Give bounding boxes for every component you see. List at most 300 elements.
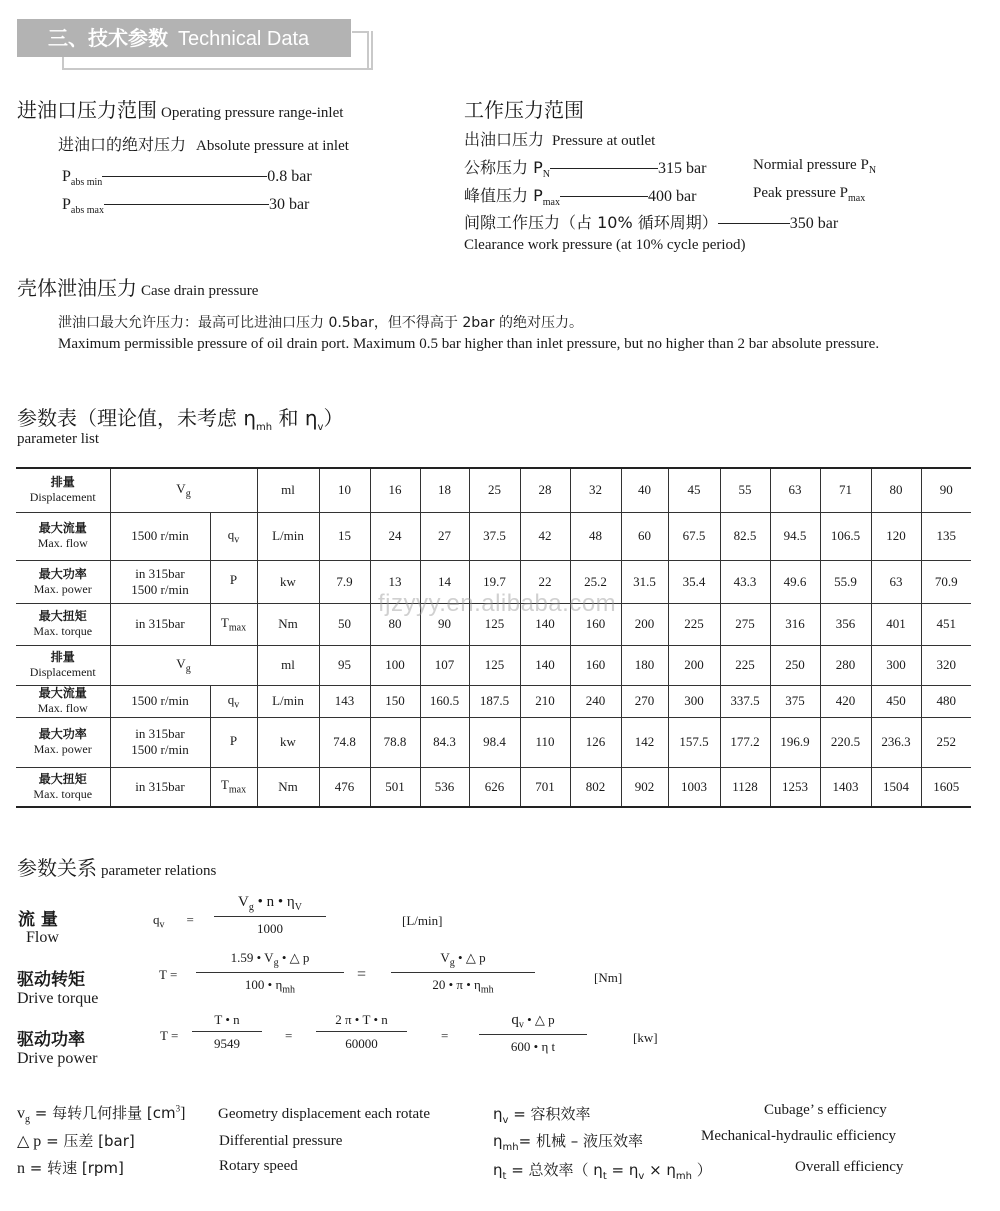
peak-en-sub: max: [847, 193, 866, 204]
value-cell: 1504: [871, 767, 921, 807]
value-cell: 106.5: [820, 512, 871, 560]
legend-eta-mh: [493, 1130, 643, 1153]
value-cell: 420: [820, 685, 871, 717]
clearance-pressure-row: [464, 210, 838, 233]
unit-cell: kw: [257, 560, 319, 603]
value-cell: 626: [469, 767, 520, 807]
num: V: [440, 950, 450, 965]
num-sub: v: [518, 1019, 524, 1031]
value-cell: 177.2: [720, 717, 770, 767]
flow-denominator: 1000: [257, 921, 283, 936]
value-cell: 337.5: [720, 685, 770, 717]
nominal-en: [753, 157, 876, 176]
value-cell: 110: [520, 717, 570, 767]
eta-symbol: η: [243, 406, 257, 430]
case-drain-desc-en: Maximum permissible pressure of oil drain port. Maximum 0.5 bar higher than inlet pressure, but no higher than 2 bar absolute pressure.: [58, 336, 880, 352]
flow-lhs: [153, 912, 194, 931]
den: 600 • η t: [510, 1038, 556, 1054]
case-drain-desc-cn: 泄油口最大允许压力：最高可比进油口压力 0.5bar，但不得高于 2bar 的绝对压力。: [58, 315, 583, 331]
legend-n: [17, 1157, 124, 1178]
value-cell: 375: [770, 685, 820, 717]
value-cell: 140: [520, 603, 570, 645]
value-cell: 90: [420, 603, 469, 645]
num-sub: g: [248, 902, 254, 913]
peak-sub: max: [542, 197, 560, 209]
row-label-cn: 最大流量: [38, 686, 87, 700]
sym: △ p: [17, 1133, 42, 1150]
row-label-cn: 最大扭矩: [38, 771, 87, 786]
value-cell: 90: [921, 468, 971, 512]
num-rest: • n • η: [253, 894, 295, 910]
torque-label-en: Drive torque: [17, 990, 99, 1007]
equals-sign: =: [441, 1028, 449, 1043]
condition-text: 1500 r/min: [131, 528, 189, 543]
nominal-cn: 公称压力 P: [464, 158, 543, 177]
def: = 机械 – 液压效率: [518, 1132, 643, 1150]
inlet-sub-cn: 进油口的绝对压力: [58, 135, 187, 154]
nominal-value: 315 bar: [657, 160, 707, 177]
value-cell: 476: [319, 767, 370, 807]
power-fraction-2: [316, 1012, 407, 1052]
absolute-pressure-subheading: [58, 132, 349, 155]
power-unit: [kw]: [633, 1030, 658, 1045]
value-cell: 125: [469, 603, 520, 645]
def: × η: [644, 1161, 676, 1179]
power-fraction-1: [192, 1012, 262, 1052]
leader-line: [102, 176, 267, 177]
param-title-cn: 参数表（理论值，未考虑: [17, 406, 237, 430]
vg-symbol: V: [176, 655, 186, 671]
power-fraction-3: [479, 1012, 587, 1055]
equals-sign: =: [186, 912, 194, 927]
value-cell: 802: [570, 767, 621, 807]
banner-decoration-corner: [352, 31, 369, 70]
value-cell: 240: [570, 685, 621, 717]
value-cell: 401: [871, 603, 921, 645]
value-cell: 140: [520, 645, 570, 685]
symbol: T: [220, 614, 229, 630]
condition-text: 1500 r/min: [131, 693, 189, 708]
value-cell: 902: [621, 767, 668, 807]
value-cell: 100: [370, 645, 420, 685]
eta-symbol: η: [304, 406, 318, 430]
value-cell: 13: [370, 560, 420, 603]
banner-title-cn: 三、技术参数: [48, 26, 168, 50]
peak-pressure-row: [464, 183, 964, 208]
num-sym: V: [238, 894, 249, 910]
row-label-cn: 最大功率: [38, 727, 87, 741]
symbol-cell: [110, 645, 257, 685]
pabs-symbol: P: [62, 168, 71, 185]
value-cell: 70.9: [921, 560, 971, 603]
num-rest: • △ p: [523, 1012, 555, 1027]
value-cell: 55: [720, 468, 770, 512]
value-cell: 157.5: [668, 717, 720, 767]
symbol-cell: [210, 685, 257, 717]
parameter-list-heading: [17, 402, 343, 433]
value-cell: 10: [319, 468, 370, 512]
den: 20 • π • η: [432, 976, 481, 992]
case-drain-heading: [17, 272, 258, 301]
value-cell: 316: [770, 603, 820, 645]
value-cell: 67.5: [668, 512, 720, 560]
row-label: [16, 560, 110, 603]
symbol-cell: [210, 717, 257, 767]
working-pressure-heading: 工作压力范围: [464, 98, 584, 122]
value-cell: 160.5: [420, 685, 469, 717]
table-row: [16, 767, 971, 807]
symbol-cell: [210, 560, 257, 603]
row-label-en: Max. flow: [37, 701, 88, 715]
value-cell: 225: [668, 603, 720, 645]
case-drain-en: Case drain pressure: [141, 283, 259, 299]
legend-vg: [17, 1102, 185, 1125]
value-cell: 450: [871, 685, 921, 717]
condition-cell: [110, 685, 210, 717]
value-cell: 78.8: [370, 717, 420, 767]
condition-text-2: 1500 r/min: [131, 581, 189, 597]
unit-cell: ml: [257, 645, 319, 685]
sym: η: [493, 1105, 503, 1123]
value-cell: 187.5: [469, 685, 520, 717]
equals-sign: =: [357, 966, 367, 983]
value-cell: 160: [570, 603, 621, 645]
flow-lhs-sym: q: [153, 912, 160, 927]
symbol-cell: [210, 512, 257, 560]
eta-sub: mh: [256, 422, 273, 433]
value-cell: 42: [520, 512, 570, 560]
outlet-pressure-row: [464, 127, 655, 150]
condition-text: in 315bar: [135, 778, 185, 794]
outlet-en: Pressure at outlet: [552, 133, 656, 149]
flow-label-en: Flow: [26, 929, 59, 946]
relations-title-cn: 参数关系: [17, 856, 97, 880]
def: = 总效率（ η: [506, 1161, 603, 1179]
flow-label-cn: 流 量: [18, 910, 58, 930]
sub: t: [502, 1171, 507, 1182]
sup: 3: [175, 1103, 181, 1114]
legend-dp: [17, 1130, 135, 1151]
value-cell: 74.8: [319, 717, 370, 767]
symbol: q: [227, 691, 235, 707]
inlet-sub-en: Absolute pressure at inlet: [196, 138, 349, 154]
value-cell: 120: [871, 512, 921, 560]
row-label: [16, 717, 110, 767]
unit-cell: ml: [257, 468, 319, 512]
condition-cell: [110, 512, 210, 560]
def: ）: [692, 1161, 712, 1179]
table-row: [16, 512, 971, 560]
symbol-sub: v: [234, 699, 240, 711]
row-label-cn: 最大流量: [38, 521, 87, 535]
value-cell: 210: [520, 685, 570, 717]
nominal-en-sub: N: [868, 165, 877, 176]
flow-unit: [L/min]: [402, 913, 443, 928]
torque-fraction-2: [391, 950, 535, 995]
value-cell: 1253: [770, 767, 820, 807]
value-cell: 60: [621, 512, 668, 560]
value-cell: 95: [319, 645, 370, 685]
sub: mh: [502, 1142, 519, 1153]
condition-cell: [110, 717, 210, 767]
value-cell: 18: [420, 468, 469, 512]
condition-text-2: 1500 r/min: [131, 742, 189, 757]
value-cell: 48: [570, 512, 621, 560]
torque-unit: [Nm]: [594, 970, 623, 985]
value-cell: 14: [420, 560, 469, 603]
row-label-en: Max. power: [33, 742, 92, 756]
watermark: fjzyyy.en.alibaba.com: [378, 590, 617, 617]
clearance-en: Clearance work pressure (at 10% cycle period): [464, 237, 746, 253]
value-cell: 80: [871, 468, 921, 512]
peak-value: 400 bar: [647, 188, 697, 205]
value-cell: 80: [370, 603, 420, 645]
inlet-title-en: Operating pressure range-inlet: [161, 105, 344, 121]
equals-sign: =: [285, 1028, 293, 1043]
clearance-cn: 间隙工作压力（占 10% 循环周期）: [464, 213, 718, 232]
num-rest: • △ p: [278, 950, 310, 965]
pabs-sub: abs min: [70, 177, 103, 189]
power-lhs: T =: [160, 1028, 179, 1043]
sym: η: [493, 1161, 503, 1179]
close-paren: ）: [323, 406, 344, 430]
unit-cell: L/min: [257, 685, 319, 717]
condition-text: in 315bar: [135, 726, 185, 741]
value-cell: 45: [668, 468, 720, 512]
value-cell: 536: [420, 767, 469, 807]
num-rest-sub: V: [294, 902, 302, 913]
value-cell: 15: [319, 512, 370, 560]
condition-cell: [110, 603, 210, 645]
row-label: [16, 468, 110, 512]
symbol-sub: max: [228, 622, 247, 634]
value-cell: 451: [921, 603, 971, 645]
den-sub: mh: [282, 984, 296, 996]
num: T • n: [192, 1012, 262, 1032]
close: ]: [180, 1105, 186, 1122]
value-cell: 160: [570, 645, 621, 685]
value-cell: 200: [621, 603, 668, 645]
torque-fraction-1: [196, 950, 344, 995]
leader-line: [718, 223, 790, 224]
value-cell: 1403: [820, 767, 871, 807]
condition-text: in 315bar: [135, 616, 185, 631]
banner-title-en: Technical Data: [178, 28, 310, 50]
value-cell: 1003: [668, 767, 720, 807]
den: 60000: [345, 1036, 378, 1051]
symbol: T: [220, 777, 229, 793]
value-cell: 275: [720, 603, 770, 645]
table-row: [16, 645, 971, 685]
leader-line: [560, 196, 648, 197]
legend-n-en: Rotary speed: [219, 1158, 298, 1174]
legend-eta-t: [493, 1159, 712, 1182]
def: = 每转几何排量 [cm: [30, 1104, 176, 1122]
den: 9549: [214, 1036, 240, 1051]
row-label-en: Displacement: [29, 665, 96, 679]
value-cell: 300: [871, 645, 921, 685]
value-cell: 320: [921, 645, 971, 685]
value-cell: 94.5: [770, 512, 820, 560]
def: = 转速 [rpm]: [25, 1159, 124, 1177]
value-cell: 220.5: [820, 717, 871, 767]
flow-fraction: [214, 894, 326, 937]
value-cell: 196.9: [770, 717, 820, 767]
unit-cell: Nm: [257, 767, 319, 807]
value-cell: 98.4: [469, 717, 520, 767]
row-label: [16, 512, 110, 560]
value-cell: 280: [820, 645, 871, 685]
peak-en-text: Peak pressure P: [753, 185, 848, 201]
and-text: 和: [278, 406, 299, 430]
sub: v: [502, 1115, 509, 1126]
value-cell: 200: [668, 645, 720, 685]
inlet-pressure-heading: [17, 94, 343, 123]
row-label-cn: 排量: [50, 650, 75, 664]
symbol-sub: v: [234, 534, 240, 546]
value-cell: 25.2: [570, 560, 621, 603]
sym: η: [493, 1132, 503, 1150]
num: q: [511, 1012, 519, 1028]
num-sub: g: [273, 957, 279, 969]
value-cell: 16: [370, 468, 420, 512]
inlet-title-cn: 进油口压力范围: [17, 98, 157, 122]
symbol-cell: [110, 468, 257, 512]
parameter-table: [16, 467, 971, 808]
value-cell: 180: [621, 645, 668, 685]
num: 2 π • T • n: [316, 1012, 407, 1032]
row-label-cn: 最大扭矩: [38, 609, 87, 623]
nominal-en-text: Normial pressure P: [753, 157, 869, 173]
value-cell: 40: [621, 468, 668, 512]
table-row: [16, 468, 971, 512]
value-cell: 82.5: [720, 512, 770, 560]
case-drain-cn: 壳体泄油压力: [17, 276, 137, 300]
value-cell: 142: [621, 717, 668, 767]
outlet-cn: 出油口压力: [464, 130, 545, 149]
def: = η: [606, 1161, 639, 1179]
symbol: P: [229, 732, 238, 748]
torque-label-cn: 驱动转矩: [17, 970, 85, 990]
unit-cell: L/min: [257, 512, 319, 560]
value-cell: 22: [520, 560, 570, 603]
value-cell: 19.7: [469, 560, 520, 603]
power-label-cn: 驱动功率: [17, 1030, 85, 1050]
value-cell: 32: [570, 468, 621, 512]
value-cell: 107: [420, 645, 469, 685]
def: = 压差 [bar]: [41, 1132, 135, 1150]
def: = 容积效率: [508, 1105, 591, 1123]
table-row: [16, 717, 971, 767]
vg-sub: g: [185, 488, 191, 500]
value-cell: 43.3: [720, 560, 770, 603]
value-cell: 7.9: [319, 560, 370, 603]
value-cell: 27: [420, 512, 469, 560]
unit-cell: kw: [257, 717, 319, 767]
value-cell: 225: [720, 645, 770, 685]
pabs-max-value: 30 bar: [268, 196, 310, 213]
value-cell: 84.3: [420, 717, 469, 767]
value-cell: 63: [770, 468, 820, 512]
value-cell: 1128: [720, 767, 770, 807]
value-cell: 701: [520, 767, 570, 807]
table-row: [16, 685, 971, 717]
row-label: [16, 685, 110, 717]
section-banner: [17, 19, 351, 57]
power-label-en: Drive power: [17, 1050, 98, 1067]
vg-sub: g: [185, 663, 191, 675]
symbol-cell: [210, 767, 257, 807]
torque-lhs: T =: [159, 967, 178, 982]
pabs-min-row: [62, 168, 312, 188]
row-label-en: Max. torque: [33, 786, 93, 801]
row-label: [16, 645, 110, 685]
value-cell: 250: [770, 645, 820, 685]
nominal-sub: N: [542, 169, 550, 181]
value-cell: 135: [921, 512, 971, 560]
den: 100 • η: [244, 976, 283, 992]
nominal-pressure-row: [464, 155, 964, 180]
num-rest: • △ p: [454, 950, 486, 965]
value-cell: 55.9: [820, 560, 871, 603]
value-cell: 126: [570, 717, 621, 767]
flow-lhs-sub: v: [159, 919, 165, 931]
value-cell: 300: [668, 685, 720, 717]
sub: v: [638, 1171, 645, 1182]
value-cell: 125: [469, 645, 520, 685]
value-cell: 50: [319, 603, 370, 645]
condition-text: in 315bar: [135, 565, 185, 581]
row-label: [16, 767, 110, 807]
sym: v: [17, 1105, 25, 1122]
symbol: P: [229, 572, 238, 588]
vg-symbol: V: [176, 480, 186, 496]
den-sub: mh: [480, 984, 494, 996]
relations-title-en: parameter relations: [101, 863, 217, 879]
value-cell: 236.3: [871, 717, 921, 767]
pabs-min-value: 0.8 bar: [267, 168, 312, 185]
pabs-sub: abs max: [70, 205, 104, 217]
row-label-cn: 排量: [50, 475, 75, 490]
value-cell: 31.5: [621, 560, 668, 603]
legend-eta-v: [493, 1103, 591, 1126]
value-cell: 270: [621, 685, 668, 717]
condition-cell: [110, 767, 210, 807]
legend-dp-en: Differential pressure: [219, 1133, 343, 1149]
value-cell: 480: [921, 685, 971, 717]
num: 1.59 • V: [230, 950, 274, 965]
pabs-max-row: [62, 196, 309, 216]
condition-cell: [110, 560, 210, 603]
value-cell: 1605: [921, 767, 971, 807]
unit-cell: Nm: [257, 603, 319, 645]
row-label: [16, 603, 110, 645]
peak-cn: 峰值压力 P: [464, 186, 543, 205]
legend-eta-mh-en: Mechanical-hydraulic efficiency: [701, 1128, 897, 1144]
value-cell: 35.4: [668, 560, 720, 603]
value-cell: 24: [370, 512, 420, 560]
row-label-en: Displacement: [29, 490, 96, 505]
sub: g: [25, 1114, 30, 1126]
value-cell: 252: [921, 717, 971, 767]
value-cell: 71: [820, 468, 871, 512]
parameter-list-en: parameter list: [17, 431, 100, 447]
leader-line: [550, 168, 658, 169]
clearance-value: 350 bar: [789, 215, 839, 232]
value-cell: 25: [469, 468, 520, 512]
num-sub: g: [449, 957, 455, 969]
legend-eta-t-en: Overall efficiency: [795, 1159, 904, 1175]
